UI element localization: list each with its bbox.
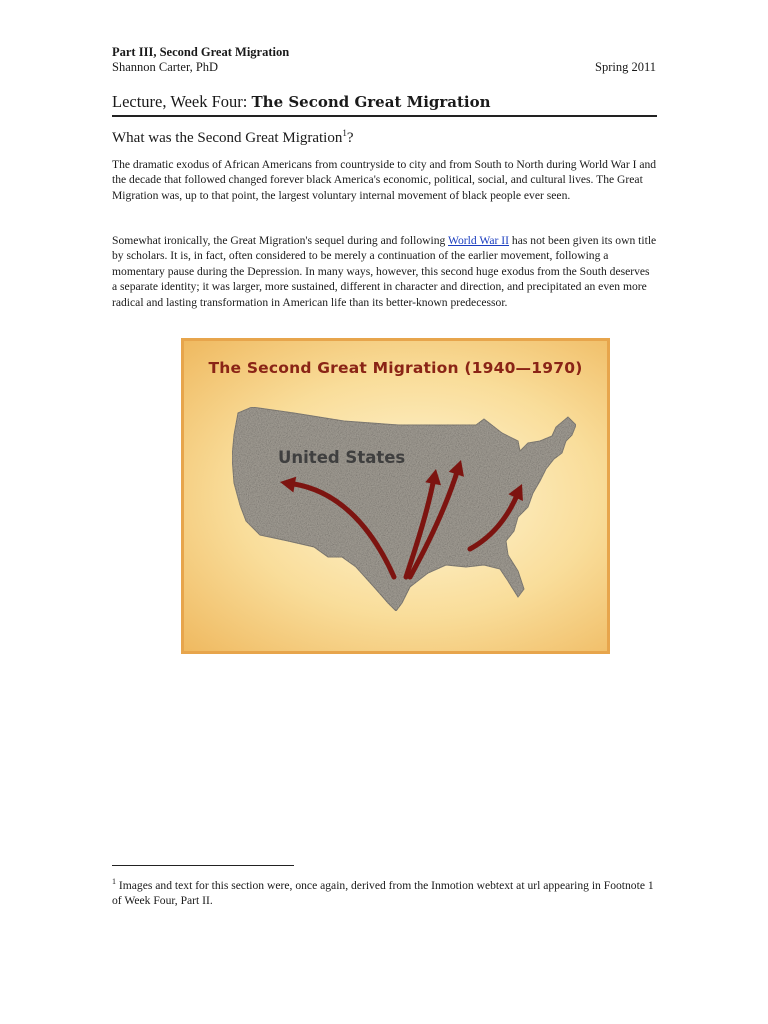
world-war-ii-link[interactable]: World War II [448,234,510,247]
paragraph-sequel-start: Somewhat ironically, the Great Migration's sequel during and following [112,234,448,247]
section-heading [112,128,354,147]
section-heading-suffix: ? [346,130,354,146]
header-author: Shannon Carter, PhD [112,60,219,74]
paragraph-sequel [112,233,657,310]
us-map-graphic [184,341,607,651]
footnote-ref[interactable]: 1 [342,128,347,138]
paragraph-sequel-end: has not been given its own title by scholars. It is, in fact, often considered to be merely a continuation of the earlier movement, following a momentary pause during the Depression. In many ways, however, this second huge exodus from the South deserves a separate identity; it was larger, more sustained, different in character and direction, and precipitated an even more radical and lasting transformation in American life than its better-known predecessor. [112,234,657,309]
footnote-text: Images and text for this section were, once again, derived from the Inmotion webtext at url appearing in Footnote 1 of Week Four, Part II. [112,878,654,907]
map-title: The Second Great Migration (1940—1970) [208,359,583,377]
header-term: Spring 2011 [595,60,656,74]
lecture-title [112,92,657,117]
header-course-title: Part III, Second Great Migration [112,45,290,59]
footnote [112,874,657,908]
footnote-divider [112,865,294,866]
lecture-title-main: The Second Great Migration [251,93,491,111]
paragraph-intro: The dramatic exodus of African Americans from countryside to city and from South to North during World War I and the decade that followed changed forever black America's economic, political, social, and cultural lives. The Great Migration was, up to that point, the largest voluntary internal movement of black people ever seen. [112,158,657,202]
map-country-label: United States [278,448,406,467]
migration-map-image [181,338,610,654]
lecture-title-prefix: Lecture, Week Four: [112,92,252,111]
us-landmass-shape [232,407,576,611]
footnote-number: 1 [112,877,116,886]
section-heading-text: What was the Second Great Migration [112,130,343,146]
